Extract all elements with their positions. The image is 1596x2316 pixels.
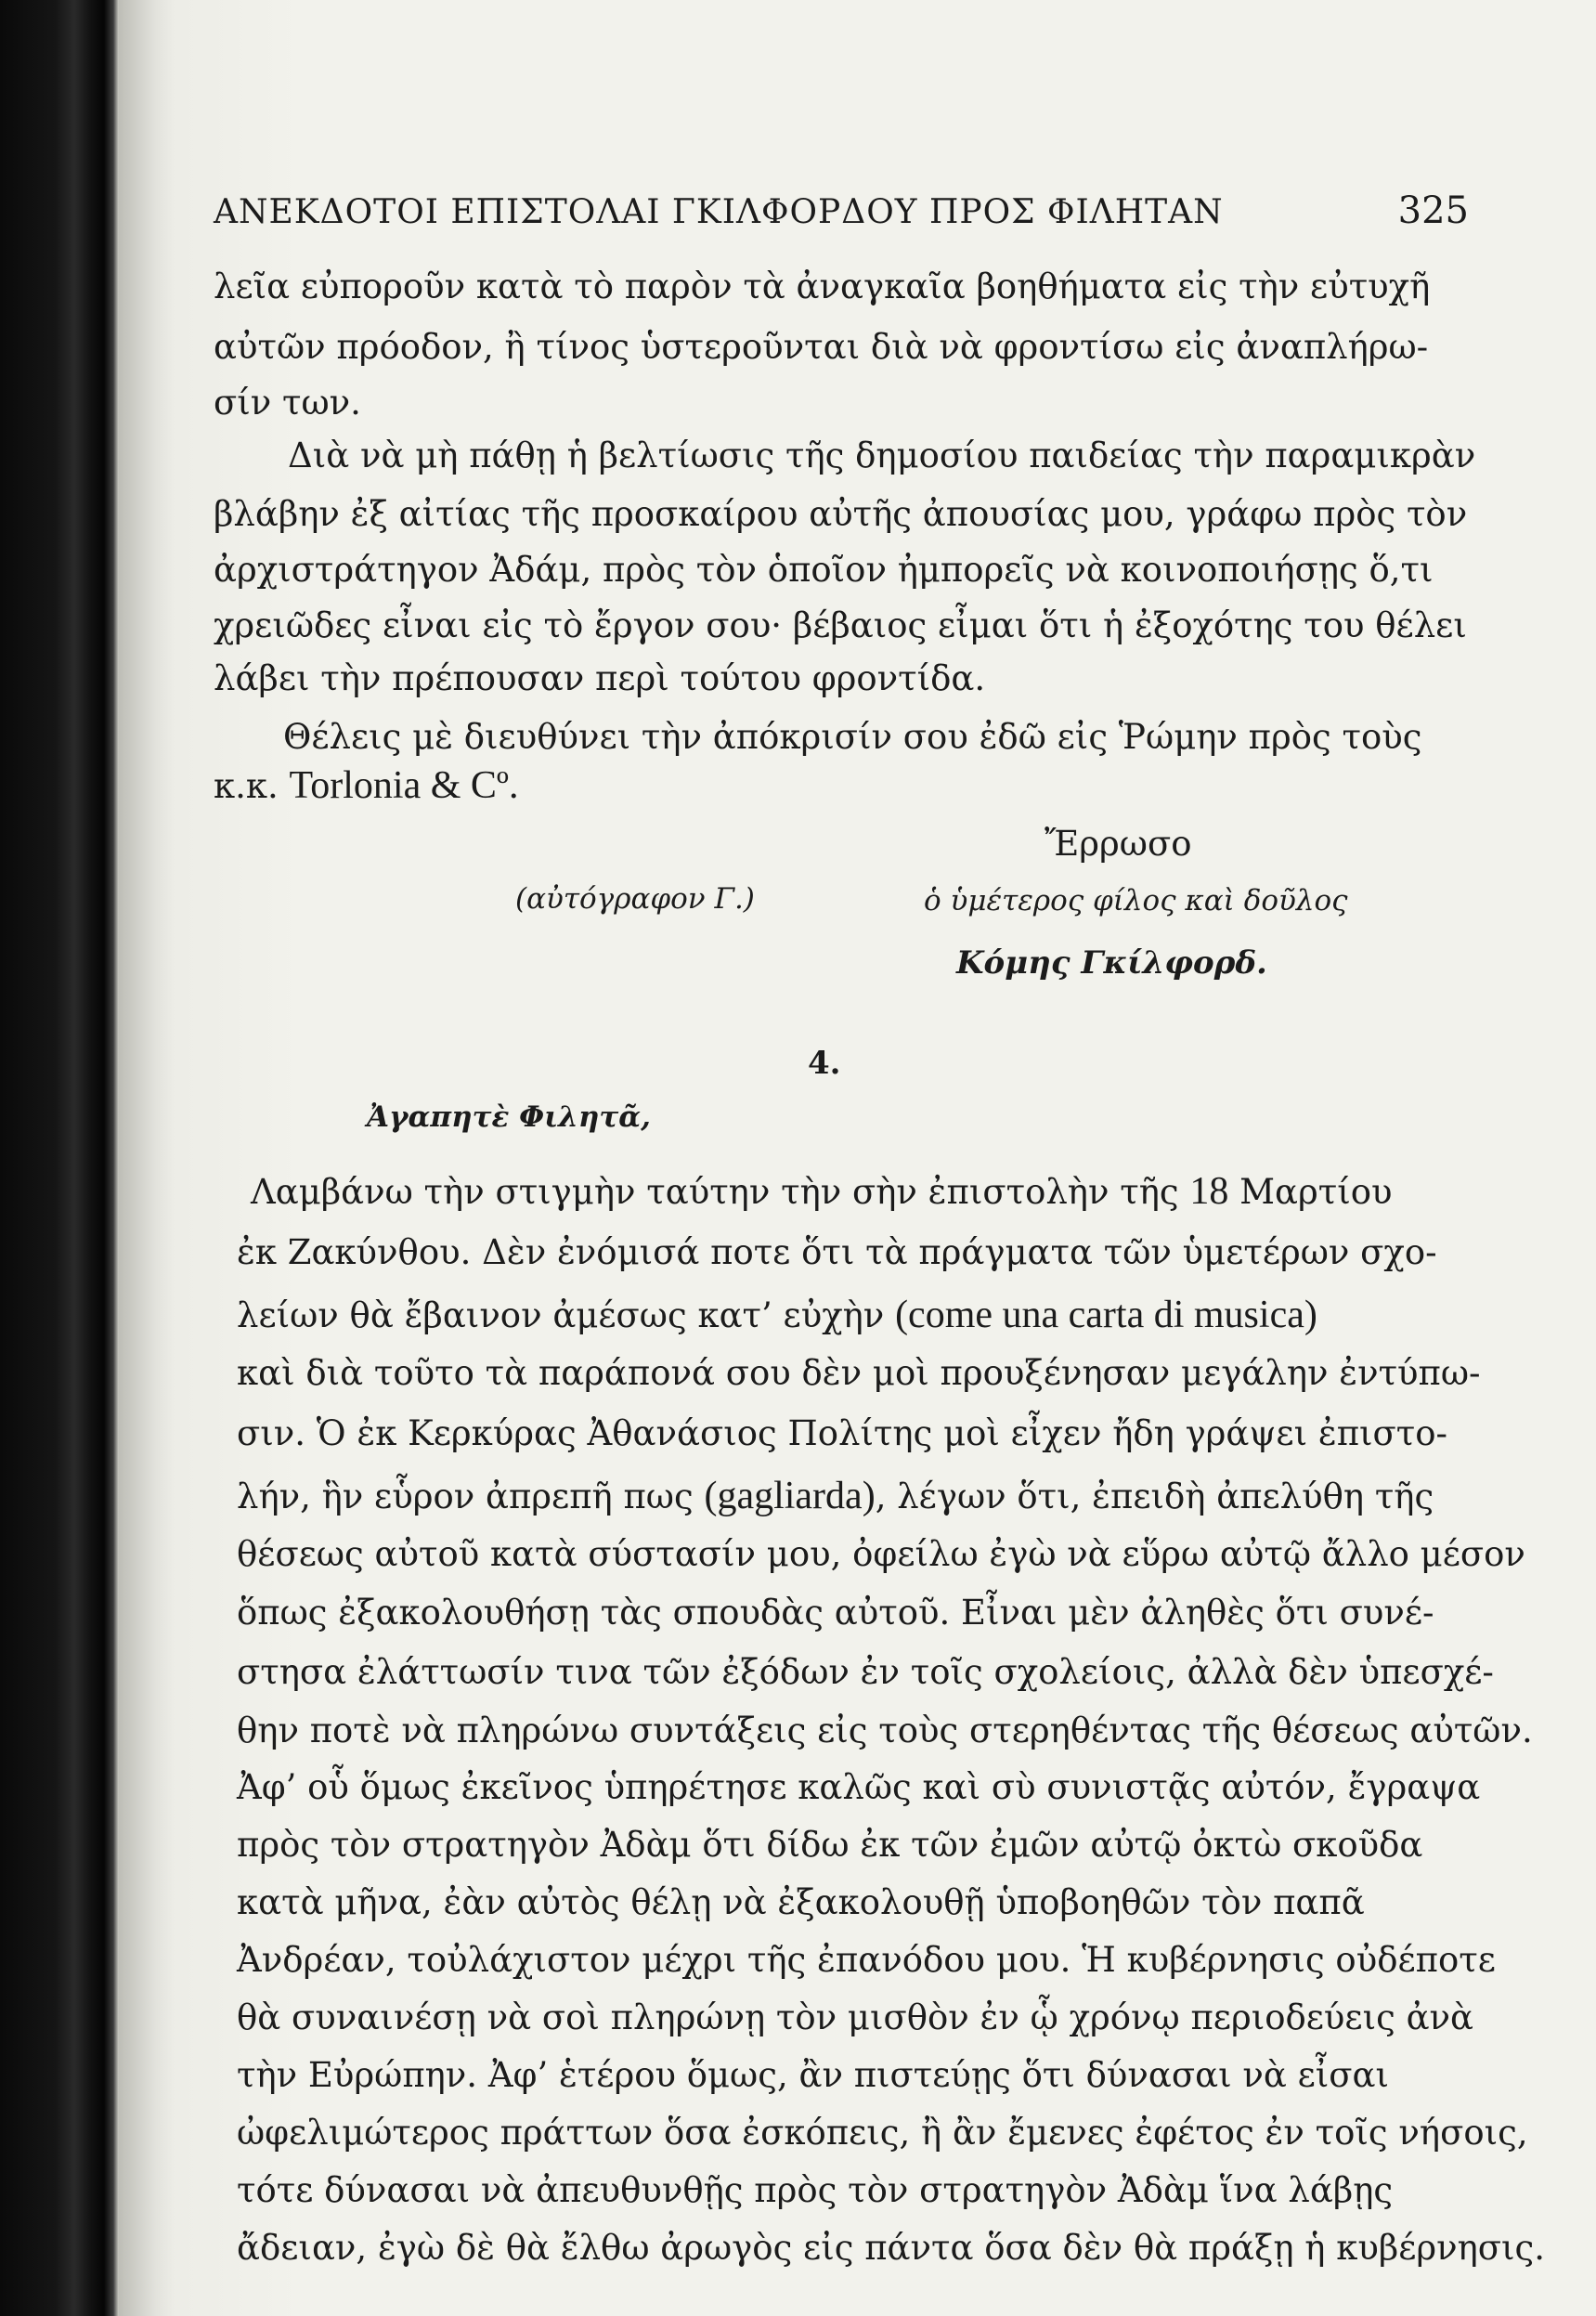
text-line — [237, 1477, 1434, 1516]
text-line: θὰ συναινέσῃ νὰ σοὶ πληρώνῃ τὸν μισθὸν ἐν ᾧ χρόνῳ περιοδεύεις ἀνὰ — [237, 1997, 1474, 2037]
text-line: καὶ διὰ τοῦτο τὰ παράπονά σου δὲν μοὶ προυξένησαν μεγάλην ἐντύπω- — [237, 1353, 1481, 1393]
text-line: λεῖα εὐποροῦν κατὰ τὸ παρὸν τὰ ἀναγκαῖα βοηθήματα εἰς τὴν εὐτυχῆ — [214, 267, 1431, 306]
latin-text: Torlonia & Cº. — [289, 764, 519, 807]
text-line: πρὸς τὸν στρατηγὸν Ἀδὰμ ὅτι δίδω ἐκ τῶν ἐμῶν αὐτῷ ὀκτὼ σκοῦδα — [237, 1825, 1423, 1865]
text-segment: , λέγων ὅτι, ἐπειδὴ ἀπελύθη τῆς — [875, 1477, 1434, 1516]
text-line: ἄδειαν, ἐγὼ δὲ θὰ ἔλθω ἀρωγὸς εἰς πάντα ὅσα δὲν θὰ πράξῃ ἡ κυβέρνησις. — [237, 2228, 1546, 2268]
page-number: 325 — [1397, 189, 1469, 232]
date-number: 18 — [1189, 1170, 1229, 1213]
text-line: τότε δύνασαι νὰ ἀπευθυνθῇς πρὸς τὸν στρατηγὸν Ἀδὰμ ἵνα λάβῃς — [237, 2170, 1394, 2210]
servant-line: ὁ ὑμέτερος φίλος καὶ δοῦλος — [924, 884, 1348, 917]
fold-shadow — [119, 0, 175, 2316]
farewell: Ἔρρωσο — [1045, 824, 1192, 864]
latin-text: (come una carta di musica) — [895, 1294, 1317, 1336]
text-line: σιν. Ὁ ἐκ Κερκύρας Ἀθανάσιος Πολίτης μοὶ εἶχεν ἤδη γράψει ἐπιστο- — [237, 1413, 1448, 1453]
text-line: χρειῶδες εἶναι εἰς τὸ ἔργον σου· βέβαιος εἶμαι ὅτι ἡ ἐξοχότης του θέλει — [214, 605, 1467, 645]
text-line: ἀρχιστράτηγον Ἀδάμ, πρὸς τὸν ὁποῖον ἠμπορεῖς νὰ κοινοποιήσῃς ὅ,τι — [214, 550, 1434, 590]
salutation: Ἀγαπητὲ Φιλητᾶ, — [367, 1100, 651, 1134]
text-line — [214, 766, 518, 805]
text-line: ἐκ Ζακύνθου. Δὲν ἐνόμισά ποτε ὅτι τὰ πράγματα τῶν ὑμετέρων σχο- — [237, 1232, 1437, 1272]
text-line: ὠφελιμώτερος πράττων ὅσα ἐσκόπεις, ἢ ἂν ἔμενες ἐφέτος ἐν τοῖς νήσοις, — [237, 2113, 1528, 2153]
text-line: Θέλεις μὲ διευθύνει τὴν ἀπόκρισίν σου ἐδῶ εἰς Ῥώμην πρὸς τοὺς — [283, 717, 1422, 757]
text-line: Ἀνδρέαν, τοὐλάχιστον μέχρι τῆς ἐπανόδου μου. Ἡ κυβέρνησις οὐδέποτε — [237, 1940, 1496, 1980]
text-line: λάβει τὴν πρέπουσαν περὶ τούτου φροντίδα. — [214, 658, 986, 698]
latin-text: (gagliarda) — [704, 1475, 876, 1517]
text-line: βλάβην ἐξ αἰτίας τῆς προσκαίρου αὐτῆς ἀπουσίας μου, γράφω πρὸς τὸν — [214, 494, 1468, 534]
text-line: Ἀφ’ οὗ ὅμως ἐκεῖνος ὑπηρέτησε καλῶς καὶ σὺ συνιστᾷς αὐτόν, ἔγραψα — [237, 1767, 1481, 1807]
text-segment: κ.κ. — [214, 766, 279, 806]
text-line: σίν των. — [214, 383, 361, 423]
book-gutter — [0, 0, 119, 2316]
text-line: θην ποτὲ νὰ πληρώνω συντάξεις εἰς τοὺς στερηθέντας τῆς θέσεως αὐτῶν. — [237, 1711, 1533, 1750]
text-line — [237, 1295, 1317, 1334]
text-line: θέσεως αὐτοῦ κατὰ σύστασίν μου, ὀφείλω ἐγὼ νὰ εὕρω αὐτῷ ἄλλο μέσον — [237, 1534, 1525, 1574]
page-header — [214, 189, 1469, 249]
text-segment: λείων θὰ ἔβαινον ἀμέσως κατ’ εὐχὴν — [237, 1295, 896, 1335]
autograph-note: (αὐτόγραφον Γ.) — [515, 882, 755, 916]
signature: Κόμης Γκίλφορδ. — [956, 944, 1267, 982]
text-segment: Μαρτίου — [1228, 1172, 1393, 1212]
running-head: ΑΝΕΚΔΟΤΟΙ ΕΠΙΣΤΟΛΑΙ ΓΚΙΛΦΟΡΔΟΥ ΠΡΟΣ ΦΙΛΗΤΑΝ — [214, 193, 1224, 231]
text-line: κατὰ μῆνα, ἐὰν αὐτὸς θέλῃ νὰ ἐξακολουθῇ ὑποβοηθῶν τὸν παπᾶ — [237, 1882, 1365, 1922]
text-line: τὴν Εὐρώπην. Ἀφ’ ἑτέρου ὅμως, ἂν πιστεύῃς ὅτι δύνασαι νὰ εἶσαι — [237, 2055, 1390, 2095]
letter-number: 4. — [808, 1045, 841, 1082]
text-line — [251, 1172, 1392, 1211]
text-line: στησα ἐλάττωσίν τινα τῶν ἐξόδων ἐν τοῖς σχολείοις, ἀλλὰ δὲν ὑπεσχέ- — [237, 1652, 1494, 1692]
text-line: αὐτῶν πρόοδον, ἢ τίνος ὑστεροῦνται διὰ νὰ φροντίσω εἰς ἀναπλήρω- — [214, 327, 1429, 367]
text-segment: Λαμβάνω τὴν στιγμὴν ταύτην τὴν σὴν ἐπιστολὴν τῆς — [251, 1172, 1190, 1212]
text-line: Διὰ νὰ μὴ πάθῃ ἡ βελτίωσις τῆς δημοσίου παιδείας τὴν παραμικρὰν — [288, 436, 1476, 475]
text-segment: λήν, ἣν εὗρον ἀπρεπῆ πως — [237, 1477, 705, 1516]
text-line: ὅπως ἐξακολουθήσῃ τὰς σπουδὰς αὐτοῦ. Εἶναι μὲν ἀληθὲς ὅτι συνέ- — [237, 1593, 1434, 1633]
